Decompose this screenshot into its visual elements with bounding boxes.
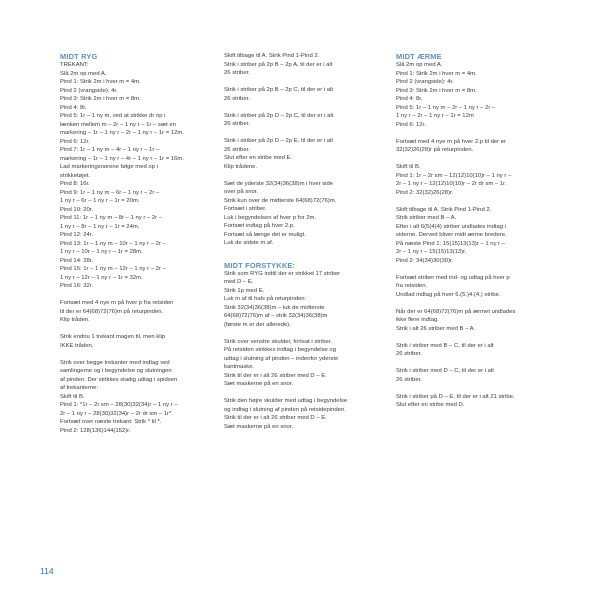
text-line: Pind 1: Strik 2m i hver m = 4m. — [396, 70, 477, 77]
text-line: kantmaske. — [224, 364, 255, 370]
text-line: Sæt maskerne på en snor. — [224, 381, 294, 387]
text-line: 1 ny r – 10r – 1 ny r – 1r = 28m. — [60, 249, 143, 255]
paragraph — [224, 180, 382, 248]
text-line: Strik i striber med B – C, til der er i alt — [396, 342, 494, 349]
text-line: 1 ny r – 12r – 1 ny r – 1r = 32m. — [60, 274, 143, 281]
paragraph — [396, 206, 548, 266]
text-line: 26 striber. — [224, 146, 250, 153]
text-line: Fortsæt i striber. — [224, 206, 267, 212]
text-line: Pind 9: 1r – 1 ny m – 6r – 1 ny r – 2r – — [60, 189, 160, 196]
column-left — [60, 52, 210, 435]
text-line: Pind 12: 24r. — [60, 232, 94, 238]
text-line: Fortsæt så længe det er muligt. — [224, 231, 306, 238]
text-line: over på snor. — [224, 189, 259, 195]
text-line: Pind 2: 34(34)30(30)r. — [396, 257, 454, 264]
text-line: Luk m af til hals på returpinden: — [224, 296, 307, 302]
text-line: Strik i striber på 2p D – 2p C, til der er i alt — [224, 112, 334, 119]
paragraph — [396, 61, 548, 129]
text-line: Pind 6: 12r. — [60, 138, 90, 145]
paragraph — [224, 112, 382, 129]
text-line: Strik til der er i alt 26 striber med D – E. — [224, 372, 327, 379]
text-line: Fortsæt med 4 nye m på hver 2.p til der er — [396, 138, 507, 145]
paragraph-gap — [396, 155, 548, 164]
text-line: TREKANT: — [60, 62, 89, 68]
text-line: Pind 6: 12r. — [396, 121, 426, 128]
text-line: 1 ny r – 8r – 1 ny r – 1r = 24m. — [60, 223, 140, 230]
text-line: Luk i begyndelsen af hver p for 2m. — [224, 214, 317, 221]
section-heading-midt-aerme: MIDT ÆRME — [396, 52, 442, 61]
text-line: Strik i striber på 2p D – 2p E, til der er i alt — [224, 138, 334, 144]
paragraph-gap — [60, 291, 210, 300]
text-line: Strik 32(34)36(38)m – luk de midterste — [224, 304, 325, 311]
text-line: Efter i alt 6(5(4(4) striber undlades indtag i — [396, 223, 507, 230]
text-line: Strik kun over de midterste 64(68)72(76)m. — [224, 197, 337, 204]
text-line: Slut efter en stribe med D. — [396, 402, 465, 408]
text-line: 32(32)26(28)r på returpinden. — [396, 147, 474, 153]
text-line: Pind 5: 1r – 1 ny m – 2r – 1 ny r – 2r – — [396, 104, 496, 111]
text-line: 26 striber. — [224, 95, 250, 102]
text-line: Fortsæt over næste trekant: Strik * til *. — [60, 419, 162, 425]
paragraph-gap — [396, 299, 548, 308]
text-line: Strik til der er i alt 26 striber med D – E. — [224, 415, 327, 421]
text-line: Pind 7: 1r – 1 ny m – 4r – 1 ny r – 1r – — [60, 147, 160, 153]
text-line: Pind 2: 32(32)26(28)r. — [396, 189, 454, 196]
paragraph — [396, 393, 548, 410]
column-left-body — [60, 61, 210, 435]
text-line: Pind 1: Strik 2m i hver m = 4m. — [60, 79, 141, 85]
page-number: 114 — [40, 566, 54, 576]
paragraph — [60, 359, 210, 436]
text-line: Undlad indtag på hver 6.(5.)4.(4.) stribe. — [396, 291, 501, 298]
text-line: Strik i striber med D – C, til der er i alt — [396, 368, 494, 374]
text-line: Skift til B. — [396, 164, 421, 170]
text-line: Klip trådene. — [224, 163, 258, 170]
text-line: 26 striber. — [224, 70, 250, 76]
text-line: Skift tilbage til A. Strik Pind 1-Pind 2. — [396, 206, 492, 213]
text-line: Pind 11: 1r – 1 ny m – 8r – 1 ny r – 2r – — [60, 215, 163, 221]
text-line: Pind 8: 16r. — [60, 181, 90, 187]
paragraph-gap — [224, 129, 382, 138]
text-line: Strik i striber på D – E, til der er i alt 21 stribe. — [396, 393, 515, 400]
paragraph-gap — [60, 350, 210, 359]
text-line: Fortsæt striber med ind- og udtag på hver p — [396, 274, 510, 281]
text-line: Slå 2m op med A. — [396, 62, 443, 68]
paragraph — [224, 338, 382, 389]
paragraph — [224, 52, 382, 78]
text-line: Strik i alt 26 striber med B – A. — [396, 325, 476, 332]
text-line: markering – 1r – 1 ny r – 4r – 1 ny r – 1r = 16m. — [60, 155, 184, 162]
paragraph — [396, 138, 548, 155]
text-line: Sæt maskerne på en snor. — [224, 423, 294, 430]
paragraph — [396, 342, 548, 359]
paragraph-gap — [396, 333, 548, 342]
paragraph-gap — [224, 389, 382, 398]
text-line: udtag i slutning af pinden – indenfor yderste — [224, 355, 339, 362]
text-line: af trekanterne: — [60, 385, 98, 391]
text-line: Pind 16: 32r. — [60, 283, 94, 289]
paragraph-gap — [396, 384, 548, 393]
text-line: strikketøjet. — [60, 172, 91, 179]
paragraph — [224, 86, 382, 103]
section-spacer — [224, 248, 382, 261]
column-right — [396, 52, 548, 410]
text-line: Pind 14: 28r. — [60, 257, 94, 264]
text-line: Pind 2: 128(136)144(152)r. — [60, 427, 131, 434]
text-line: Strik i striber på 2p B – 2p A, til der er i alt — [224, 61, 333, 68]
paragraph — [396, 367, 548, 384]
text-line: Klip tråden. — [60, 317, 90, 323]
paragraph — [60, 333, 210, 350]
text-line: Når der er 64(68)72(76)m på ærmet undlades — [396, 308, 516, 315]
text-line: markering – 1r – 1 ny r – 2r – 1 ny r – 1r = 12m. — [60, 130, 184, 136]
text-line: lænken mellem m – 2r – 1 ny r – 1r – sæt en — [60, 121, 176, 128]
text-line: Strik som RYG indtil der er strikket 17 striber — [224, 270, 341, 277]
text-line: 26 striber. — [224, 121, 250, 127]
paragraph — [396, 308, 548, 334]
paragraph-gap — [60, 325, 210, 334]
column-right-body — [396, 61, 548, 410]
paragraph — [224, 397, 382, 431]
text-line: 26 striber. — [396, 376, 422, 383]
paragraph-gap — [224, 78, 382, 87]
text-line: Pind 13: 1r – 1 ny m – 10r – 1 ny r – 2r – — [60, 240, 166, 247]
text-line: til der er 64(68)72(76)m på returpinden. — [60, 308, 164, 315]
text-line: 1 ny r – 6r – 1 ny r – 1r = 20m. — [60, 198, 140, 204]
text-line: Fortsæt indtag på hver 2.p. — [224, 223, 295, 229]
section-heading-midt-forstykke: MIDT FORSTYKKE: — [224, 260, 296, 270]
paragraph-gap — [396, 129, 548, 138]
paragraph — [60, 299, 210, 325]
paragraph-gap — [396, 197, 548, 206]
section-heading-midt-ryg: MIDT RYG — [60, 52, 98, 61]
text-line: Slut efter en stribe med E. — [224, 155, 293, 161]
text-line: Pind 1: 1r – 2r sm – 12(12)10(10)r – 1 ny r – — [396, 172, 512, 179]
text-line: Pind 3: Strik 2m i hver m = 8m. — [60, 96, 141, 102]
text-line: Pind 10: 20r. — [60, 206, 94, 213]
text-line: 26 striber. — [396, 351, 422, 357]
text-line: Pind 2 (vrangside): 4r. — [60, 87, 118, 94]
text-line: Lad markeringsnorene følge med op i — [60, 164, 158, 170]
text-line: Strik over venstre skulder, fortsat i striber. — [224, 338, 333, 345]
text-line: af pinden. Der strikkes stadig udtag i spidsen — [60, 376, 178, 383]
text-line: Pind 3: Strik 2m i hver m = 8m. — [396, 87, 477, 94]
text-line: 2r – 1 ny r – 15(15)13(13)r. — [396, 249, 467, 255]
paragraph — [224, 270, 382, 330]
text-line: Sæt de yderste 32(34)36(38)m i hver side — [224, 180, 334, 187]
text-line: Strik over begge trekanter med indtag ved — [60, 359, 170, 366]
text-line: Strik i striber på 2p B – 2p C, til der er i alt — [224, 87, 334, 93]
text-line: Pind 1: *1r – 2r sm – 28(30)32(34)r – 1 ny r – — [60, 402, 178, 408]
text-line: siderne. Derved bliver midt ærme bredere. — [396, 232, 507, 238]
paragraph — [224, 137, 382, 171]
text-line: Strik den højre skulder med udtag i begyndelse — [224, 398, 348, 404]
text-line: Pind 15: 1r – 1 ny m – 12r – 1 ny r – 2r – — [60, 266, 166, 272]
text-line: IKKE tråden. — [60, 342, 94, 349]
text-line: Slå 2m op med A. — [60, 70, 107, 77]
paragraph — [60, 61, 210, 291]
paragraph-gap — [224, 171, 382, 180]
text-line: samlingerne og i begyndelse og slutningen — [60, 368, 172, 374]
text-line: og indtag i slutning af pinden på retsidepinden. — [224, 406, 346, 413]
paragraph-gap — [224, 329, 382, 338]
text-line: Strik endnu 1 trekant magen til, men klip — [60, 334, 166, 340]
text-line: På næste Pind 1: 15(15)13(13)r – 1 ny r – — [396, 240, 506, 247]
column-middle-body-top — [224, 52, 382, 248]
paragraph — [396, 163, 548, 197]
text-line: Pind 2 (vrangside): 4r. — [396, 79, 454, 85]
text-line: Strik striber med B – A. — [396, 215, 457, 221]
paragraph-gap — [396, 359, 548, 368]
text-line: Skift til B. — [60, 393, 85, 400]
paragraph-gap — [224, 103, 382, 112]
text-line: 2r – 1 ny r – 12(12)10(10)r – 2r dr sm – 1r. — [396, 181, 507, 187]
text-line: På retsiden strikkes indtag i begyndelse og — [224, 347, 336, 353]
text-line: Pind 4: 8r. — [60, 104, 87, 111]
text-line: Skift tilbage til A. Strik Pind 1-Pind 2. — [224, 53, 320, 59]
text-line: med D – E. — [224, 279, 254, 285]
text-line: 64(68)72(76)m af – strik 32(34)36(38)m — [224, 313, 328, 319]
column-middle — [224, 52, 382, 431]
paragraph-gap — [396, 265, 548, 274]
paragraph — [396, 274, 548, 300]
text-line: 1 ny r – 2r – 1 ny r – 1r = 12m — [396, 113, 474, 119]
text-line: Fortsæt med 4 nye m på hver p fra retsiden — [60, 300, 174, 306]
text-line: ikke flere indtag. — [396, 317, 439, 323]
column-middle-body-bottom — [224, 270, 382, 432]
text-line: Pind 4: 8r. — [396, 96, 423, 102]
text-line: fra retsiden. — [396, 283, 428, 289]
text-line: Pind 5: 1r – 1 ny m, ved at strikke dr op i — [60, 113, 166, 119]
text-line: 2r – 1 ny r – 28(30)32(34)r – 2r dr sm – 1r*. — [60, 410, 173, 417]
text-line: Strik 1p med E. — [224, 287, 265, 294]
text-line: (første m er der allerede). — [224, 321, 291, 328]
text-line: Luk de sidste m af. — [224, 240, 274, 246]
